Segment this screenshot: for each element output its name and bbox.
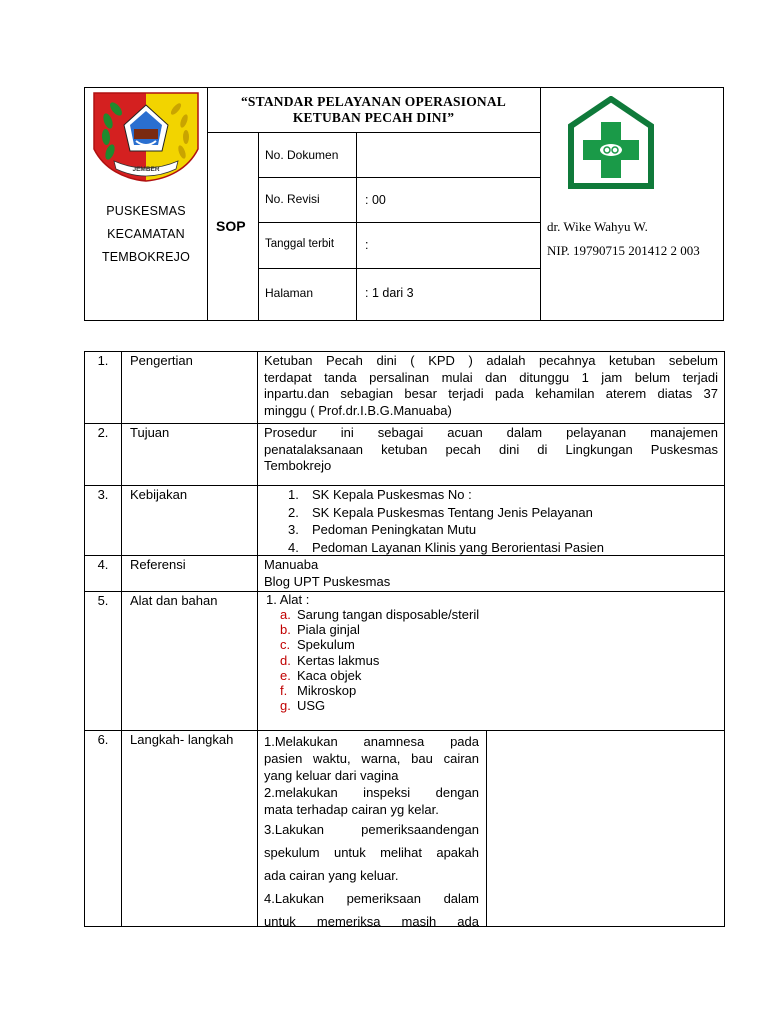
list-item: c. Spekulum: [280, 637, 355, 653]
row-label: Kebijakan: [122, 486, 258, 555]
row-number: 4.: [85, 556, 122, 591]
text-line: minggu ( Prof.dr.I.B.G.Manuaba): [264, 402, 452, 418]
list-item: 2. SK Kepala Puskesmas Tentang Jenis Pelayanan: [288, 504, 593, 520]
row-content: [264, 557, 718, 590]
field-value-no-revisi: : 00: [365, 193, 386, 207]
text-line: Ketuban Pecah dini ( KPD ) adalah pecahnya ketuban sebelum: [264, 353, 718, 368]
jember-logo: [90, 91, 202, 187]
text-line: inpartu.dan sebagian besar terjadi pada kehamilan aterem diatas 37: [264, 386, 718, 401]
signer-nip: NIP. 19790715 201412 2 003: [547, 243, 700, 258]
list-item: 1. SK Kepala Puskesmas No :: [288, 487, 472, 502]
svg-text:JEMBER: JEMBER: [132, 166, 160, 173]
row-number: 1.: [85, 352, 122, 423]
row-content: [264, 486, 718, 556]
field-label-halaman: Halaman: [265, 286, 314, 300]
org-name-line3: TEMBOKREJO: [101, 250, 191, 264]
row-langkah-langkah: [84, 730, 725, 927]
list-heading: 1. Alat :: [266, 592, 310, 607]
org-name-line1: PUSKESMAS: [106, 204, 186, 218]
text-line: terdapat tanda persalinan mulai dan ditunggu 1 jam belum terjadi: [264, 369, 718, 385]
text-line: untuk memeriksa masih ada: [264, 914, 479, 929]
field-label-no-dokumen: No. Dokumen: [265, 148, 339, 162]
text-line: yang keluar dari vagina: [264, 768, 399, 783]
row-number: 3.: [85, 486, 122, 555]
row-number: 5.: [85, 592, 122, 730]
list-item: e. Kaca objek: [280, 667, 362, 683]
row-alat-dan-bahan: [84, 591, 725, 730]
sop-content-table: [84, 351, 725, 927]
text-line: 3.Lakukan pemeriksaandengan: [264, 822, 479, 837]
list-item: 3. Pedoman Peningkatan Mutu: [288, 522, 477, 537]
org-name-line2: KECAMATAN: [107, 227, 185, 241]
text-line: ada cairan yang keluar.: [264, 868, 399, 883]
sop-label: SOP: [216, 218, 246, 234]
list-item: d. Kertas lakmus: [280, 652, 380, 668]
sop-title-line2: KETUBAN PECAH DINI”: [292, 110, 455, 125]
text-line: 4.Lakukan pemeriksaan dalam: [264, 891, 479, 906]
row-label: Alat dan bahan: [122, 592, 258, 730]
field-label-no-revisi: No. Revisi: [265, 192, 320, 206]
signer-name: dr. Wike Wahyu W.: [547, 219, 648, 234]
row-content: [264, 592, 718, 713]
text-line: spekulum untuk melihat apakah: [264, 845, 479, 860]
puskesmas-logo: [568, 96, 654, 190]
text-line: Blog UPT Puskesmas: [264, 573, 391, 589]
field-value-halaman: : 1 dari 3: [365, 286, 414, 300]
text-line: Manuaba: [264, 557, 319, 572]
row-pengertian: [84, 351, 725, 423]
text-line: penatalaksanaan ketuban pecah dini di Lingkungan Puskesmas: [264, 441, 718, 457]
sop-title-line1: “STANDAR PELAYANAN OPERASIONAL: [240, 94, 507, 109]
row-tujuan: [84, 423, 725, 485]
row-content: [264, 425, 718, 475]
text-line: pasien waktu, warna, bau cairan: [264, 751, 479, 766]
row-label: Pengertian: [122, 352, 258, 423]
list-item: g. USG: [280, 698, 326, 714]
row-referensi: [84, 555, 725, 591]
text-line: Prosedur ini sebagai acuan dalam pelayanan manajemen: [264, 425, 718, 440]
list-item: a. Sarung tangan disposable/steril: [280, 607, 480, 622]
row-label: Referensi: [122, 556, 258, 591]
text-line: 2.melakukan inspeksi dengan: [264, 785, 479, 800]
text-line: mata terhadap cairan yg kelar.: [264, 802, 439, 817]
list-item: b. Piala ginjal: [280, 622, 360, 638]
field-value-tanggal-terbit: :: [365, 238, 369, 252]
text-line: Tembokrejo: [264, 458, 332, 473]
row-number: 2.: [85, 424, 122, 485]
sop-header-table: [84, 87, 724, 321]
row-content: [264, 733, 479, 933]
list-item: 4. Pedoman Layanan Klinis yang Berorientasi Pasien: [288, 539, 604, 555]
row-content: [264, 353, 718, 419]
list-item: f. Mikroskop: [280, 683, 357, 699]
column-divider: [486, 731, 487, 926]
row-kebijakan: [84, 485, 725, 555]
text-line: 1.Melakukan anamnesa pada: [264, 734, 479, 749]
field-label-tanggal-terbit: Tanggal terbit: [265, 238, 335, 250]
row-number: 6.: [85, 731, 122, 926]
row-label: Langkah- langkah: [122, 731, 258, 926]
row-label: Tujuan: [122, 424, 258, 485]
